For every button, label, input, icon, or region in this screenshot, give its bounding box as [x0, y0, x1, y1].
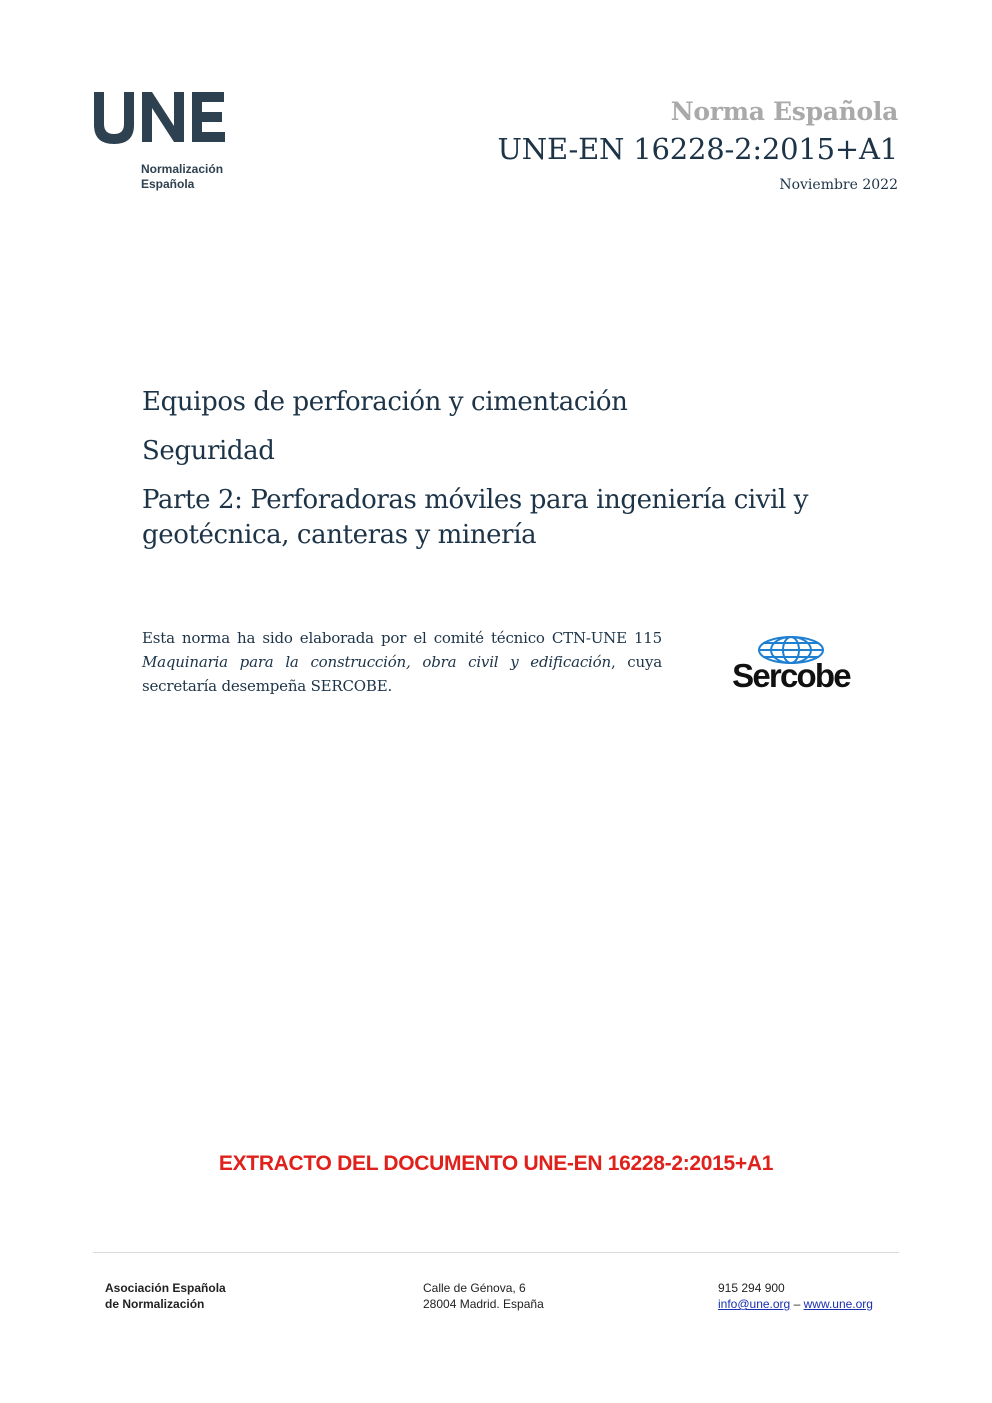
footer-contact	[718, 1280, 873, 1312]
footer-link-separator: –	[793, 1297, 801, 1311]
website-link[interactable]: www.une.org	[803, 1297, 873, 1311]
publication-date: Noviembre 2022	[779, 177, 898, 193]
title-line-2: Seguridad	[142, 436, 275, 466]
committee-paragraph	[142, 626, 662, 698]
une-logo	[92, 88, 242, 198]
extract-notice: EXTRACTO DEL DOCUMENTO UNE-EN 16228-2:2015+A1	[218, 1152, 774, 1175]
sercobe-logo	[718, 636, 864, 698]
title-line-4: geotécnica, canteras y minería	[142, 520, 537, 550]
title-line-1: Equipos de perforación y cimentación	[142, 387, 628, 417]
norma-label: Norma Española	[670, 97, 898, 126]
committee-intro: Esta norma ha sido elaborada por el comité técnico CTN-UNE 115	[142, 629, 662, 647]
committee-outro: , cuya secretaría desempeña SERCOBE.	[142, 653, 662, 695]
footer-org-line1: Asociación Española	[105, 1281, 226, 1295]
title-line-3: Parte 2: Perforadoras móviles para ingeniería civil y	[142, 485, 809, 515]
footer-links	[718, 1296, 873, 1312]
une-wordmark-icon	[92, 88, 242, 150]
footer-divider	[93, 1252, 899, 1253]
footer-address-line2: 28004 Madrid. España	[423, 1297, 544, 1311]
footer-phone: 915 294 900	[718, 1281, 785, 1295]
logo-subtitle-line1: Normalización	[141, 162, 224, 176]
footer-organization	[105, 1280, 226, 1312]
email-link[interactable]: info@une.org	[718, 1297, 791, 1311]
footer-address	[423, 1280, 544, 1312]
footer-org-line2: de Normalización	[105, 1297, 205, 1311]
logo-subtitle-line2: Española	[141, 177, 195, 191]
sercobe-wordmark: Sercobe	[732, 657, 850, 694]
footer-address-line1: Calle de Génova, 6	[423, 1281, 526, 1295]
document-code: UNE-EN 16228-2:2015+A1	[497, 132, 898, 166]
committee-name: Maquinaria para la construcción, obra civil y edificación	[142, 653, 611, 671]
